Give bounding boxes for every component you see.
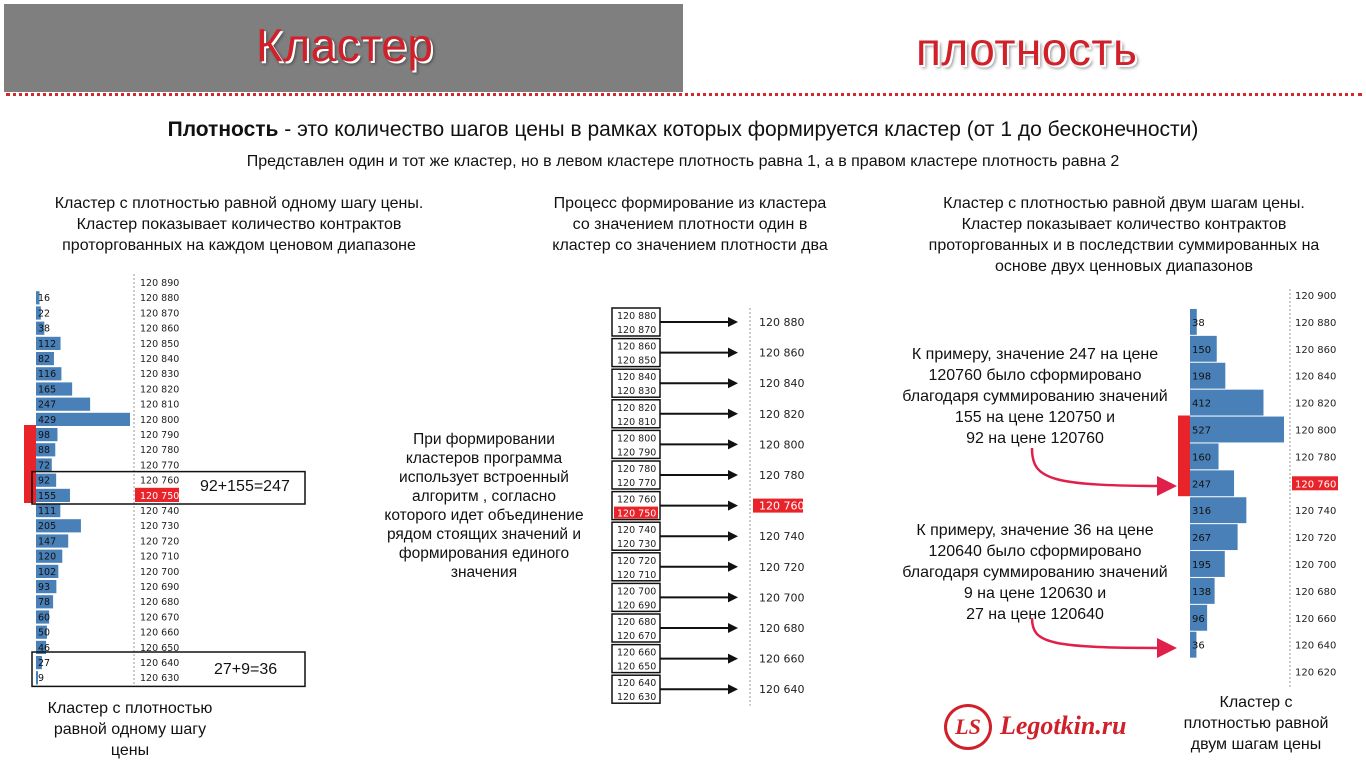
bar-value-label: 112 (38, 338, 57, 350)
mapping-arrow-head (728, 348, 738, 358)
target-price: 120 760 (759, 499, 805, 513)
price-tick: 120 810 (140, 399, 180, 411)
bar-value-label: 165 (38, 384, 57, 396)
price-tick: 120 730 (140, 521, 180, 533)
price-tick: 120 760 (1295, 479, 1337, 491)
source-price: 120 770 (617, 478, 657, 489)
example-arrows (1010, 440, 1190, 660)
middle-caption-line: Процесс формирование из кластера (553, 195, 827, 212)
middle-explanation-line: алгоритм , согласно (411, 488, 556, 505)
mapping-arrow-head (728, 684, 738, 694)
bar-value-label: 38 (1192, 317, 1205, 329)
logo-mark: LS (944, 704, 992, 750)
example-line: К примеру, значение 36 на цене (916, 522, 1154, 539)
logo-text: Legotkin.ru (1000, 711, 1127, 740)
source-price: 120 710 (617, 569, 657, 581)
source-price: 120 630 (617, 692, 657, 704)
sum-label-247: 92+155=247 (200, 478, 290, 495)
price-tick: 120 690 (140, 582, 180, 593)
target-price: 120 660 (759, 652, 805, 666)
target-price: 120 800 (759, 438, 805, 452)
bar-value-label: 38 (38, 323, 51, 335)
mapping-arrow-head (728, 409, 738, 419)
right-caption-line: Кластер с плотностью равной двум шагам цены. (943, 195, 1305, 212)
price-tick: 120 670 (140, 612, 180, 624)
example-line: К примеру, значение 247 на цене (911, 346, 1159, 363)
price-tick: 120 850 (140, 338, 180, 350)
bar-value-label: 198 (1192, 371, 1212, 383)
right-caption (898, 193, 1350, 277)
arrow-to-36 (1032, 618, 1172, 648)
price-tick: 120 760 (140, 475, 180, 487)
definition-line (60, 118, 1306, 142)
example-line: 120760 было сформировано (928, 367, 1142, 384)
header-title-cluster: Кластер (256, 19, 434, 71)
price-tick: 120 870 (140, 308, 180, 320)
bar-value-label: 46 (38, 642, 51, 654)
left-bottom-caption (20, 698, 240, 761)
price-tick: 120 740 (140, 506, 180, 517)
bar-value-label: 429 (38, 414, 57, 426)
target-price: 120 680 (759, 622, 805, 635)
price-tick: 120 660 (1295, 613, 1337, 625)
price-tick: 120 720 (140, 536, 180, 548)
left-bottom-caption-line: равной одному шагу (53, 721, 207, 738)
mapping-arrow-head (728, 592, 738, 602)
source-price: 120 840 (617, 372, 657, 384)
middle-explanation-line: кластеров программа (405, 450, 563, 467)
source-price: 120 820 (617, 402, 657, 414)
middle-caption-line: кластер со значением плотности два (552, 237, 828, 254)
source-price: 120 800 (617, 433, 657, 445)
definition-text: - это количество шагов цены в рамках которых формируется кластер (от 1 до бесконечности) (278, 118, 1199, 141)
price-tick: 120 880 (140, 293, 180, 305)
source-price: 120 650 (617, 661, 657, 673)
example-line: благодаря суммированию значений (902, 388, 1168, 405)
source-price: 120 640 (617, 678, 657, 690)
source-price: 120 670 (617, 631, 657, 642)
price-tick: 120 770 (140, 460, 180, 472)
bar-value-label: 205 (38, 521, 57, 533)
right-bottom-caption (1168, 692, 1344, 755)
mapping-arrow-head (728, 623, 738, 633)
source-price: 120 880 (617, 311, 657, 322)
bar-value-label: 247 (1192, 479, 1212, 491)
middle-caption-line: со значением плотности один в (572, 216, 808, 233)
source-price: 120 740 (617, 525, 657, 537)
bar-value-label: 316 (1192, 506, 1212, 518)
right-caption-line: Кластер показывает количество контрактов (961, 216, 1287, 233)
price-tick: 120 820 (140, 384, 180, 396)
bar-value-label: 160 (1192, 452, 1212, 464)
price-tick: 120 820 (1295, 398, 1337, 410)
price-tick: 120 680 (140, 597, 180, 609)
source-price: 120 830 (617, 386, 657, 398)
bar-value-label: 50 (38, 627, 51, 639)
price-tick: 120 860 (1295, 344, 1337, 356)
target-price: 120 640 (759, 683, 805, 697)
target-price: 120 780 (759, 469, 805, 482)
bar-value-label: 102 (38, 566, 57, 578)
source-price: 120 860 (617, 341, 657, 353)
bar-value-label: 267 (1192, 533, 1212, 545)
price-tick: 120 710 (140, 551, 180, 563)
bar-value-label: 27 (38, 658, 51, 669)
target-price: 120 860 (759, 346, 805, 360)
bar-value-label: 78 (38, 597, 51, 609)
target-price: 120 820 (759, 407, 805, 421)
bar-value-label: 92 (38, 475, 51, 487)
middle-caption (520, 193, 860, 256)
left-bottom-caption-line: цены (110, 742, 150, 759)
bar-value-label: 16 (38, 293, 51, 305)
price-tick: 120 650 (140, 642, 180, 654)
example-line: благодаря суммированию значений (902, 564, 1168, 581)
bar-value-label: 195 (1192, 560, 1212, 571)
bar-value-label: 527 (1192, 425, 1212, 437)
mapping-arrow-head (728, 378, 738, 388)
mapping-arrow-head (728, 317, 738, 327)
bar-value-label: 155 (38, 490, 57, 502)
source-price: 120 680 (617, 617, 657, 628)
bar-value-label: 120 (38, 551, 57, 563)
bar-value-label: 111 (38, 506, 57, 517)
price-tick: 120 800 (140, 414, 180, 426)
bar-value-label: 96 (1192, 613, 1205, 625)
left-caption (20, 193, 458, 256)
price-tick: 120 700 (140, 566, 180, 578)
bar-value-label: 9 (38, 673, 45, 685)
price-tick: 120 640 (1295, 640, 1337, 652)
price-tick: 120 780 (1295, 452, 1337, 464)
price-tick: 120 790 (140, 430, 180, 441)
middle-explanation-line: использует встроенный (399, 469, 569, 486)
header-title-density: плотность (916, 23, 1138, 75)
right-caption-line: проторгованных и в последствии суммированных на (928, 237, 1320, 254)
bar-value-label: 22 (38, 308, 51, 320)
bar-value-label: 98 (38, 430, 51, 441)
price-tick: 120 680 (1295, 586, 1337, 598)
bar-value-label: 116 (38, 369, 57, 381)
mapping-arrow-head (728, 654, 738, 664)
source-price: 120 700 (617, 586, 657, 598)
source-price: 120 720 (617, 555, 657, 567)
price-tick: 120 630 (140, 673, 180, 685)
middle-mapping-chart (600, 300, 820, 710)
price-tick: 120 840 (1295, 371, 1337, 383)
source-price: 120 690 (617, 600, 657, 612)
right-example-247 (880, 344, 1190, 449)
price-tick: 120 900 (1295, 291, 1337, 302)
price-tick: 120 860 (140, 323, 180, 335)
mapping-arrow-head (728, 470, 738, 480)
source-price: 120 660 (617, 647, 657, 659)
price-tick: 120 620 (1295, 667, 1337, 679)
bar-value-label: 60 (38, 612, 51, 624)
bar-value-label: 93 (38, 582, 51, 593)
source-price: 120 850 (617, 355, 657, 367)
source-price: 120 790 (617, 447, 657, 459)
source-price: 120 750 (617, 508, 657, 520)
example-line: 27 на цене 120640 (966, 606, 1104, 623)
left-caption-line: проторгованных на каждом ценовом диапазоне (62, 237, 416, 254)
definition-term: Плотность (167, 118, 279, 141)
source-price: 120 730 (617, 539, 657, 551)
bar-value-label: 36 (1192, 640, 1205, 652)
price-tick: 120 880 (1295, 317, 1337, 329)
mapping-arrow-head (728, 531, 738, 541)
source-price: 120 870 (617, 325, 657, 336)
right-bottom-caption-line: двум шагам цены (1190, 736, 1322, 753)
target-price: 120 840 (759, 377, 805, 391)
sum-label-36: 27+9=36 (214, 661, 278, 678)
bar-value-label: 247 (38, 399, 57, 411)
bar-value-label: 412 (1192, 398, 1212, 410)
bar-value-label: 72 (38, 460, 51, 472)
bar-value-label: 138 (1192, 586, 1212, 598)
right-bottom-caption-line: плотностью равной (1183, 715, 1329, 732)
price-tick: 120 700 (1295, 560, 1337, 571)
left-caption-line: Кластер с плотностью равной одному шагу цены. (54, 195, 424, 212)
price-tick: 120 890 (140, 278, 180, 289)
mapping-arrow-head (728, 439, 738, 449)
price-tick: 120 830 (140, 369, 180, 381)
example-line: 92 на цене 120760 (966, 430, 1104, 447)
subtitle: Представлен один и тот же кластер, но в левом кластере плотность равна 1, а в правом кластере плотность равна 2 (246, 153, 1120, 170)
cluster-marker (24, 425, 36, 503)
price-tick: 120 640 (140, 658, 180, 669)
bar-value-label: 150 (1192, 344, 1212, 356)
left-caption-line: Кластер показывает количество контрактов (76, 216, 402, 233)
example-line: 9 на цене 120630 и (963, 585, 1107, 602)
example-line: 120640 было сформировано (928, 543, 1142, 560)
mapping-arrow-head (728, 501, 738, 511)
bar-value-label: 82 (38, 354, 51, 365)
example-line: 155 на цене 120750 и (954, 409, 1116, 426)
price-tick: 120 750 (140, 490, 180, 502)
price-tick: 120 740 (1295, 506, 1337, 518)
middle-explanation-line: При формировании (413, 431, 555, 448)
price-tick: 120 840 (140, 354, 180, 365)
middle-explanation-line: значения (450, 564, 518, 581)
left-bottom-caption-line: Кластер с плотностью (47, 700, 213, 717)
price-tick: 120 720 (1295, 533, 1337, 545)
arrow-to-247 (1032, 448, 1172, 486)
target-price: 120 740 (759, 530, 805, 544)
middle-explanation-line: формирования единого (398, 545, 570, 562)
price-tick: 120 660 (140, 627, 180, 639)
bar-value-label: 88 (38, 445, 51, 457)
price-tick: 120 780 (140, 445, 180, 457)
target-price: 120 700 (759, 591, 805, 605)
middle-explanation-line: которого идет объединение (384, 507, 584, 524)
source-price: 120 780 (617, 464, 657, 475)
right-cluster-chart (1170, 284, 1360, 688)
right-bottom-caption-line: Кластер с (1219, 694, 1293, 711)
source-price: 120 760 (617, 494, 657, 506)
header-divider (6, 93, 1362, 96)
target-price: 120 880 (759, 316, 805, 329)
mapping-arrow-head (728, 562, 738, 572)
target-price: 120 720 (759, 560, 805, 574)
middle-explanation-line: рядом стоящих значений и (386, 526, 582, 543)
source-price: 120 810 (617, 416, 657, 428)
middle-explanation (368, 430, 600, 582)
bar-value-label: 147 (38, 536, 57, 548)
price-tick: 120 800 (1295, 425, 1337, 437)
right-caption-line: основе двух ценновых диапазонов (995, 258, 1253, 275)
